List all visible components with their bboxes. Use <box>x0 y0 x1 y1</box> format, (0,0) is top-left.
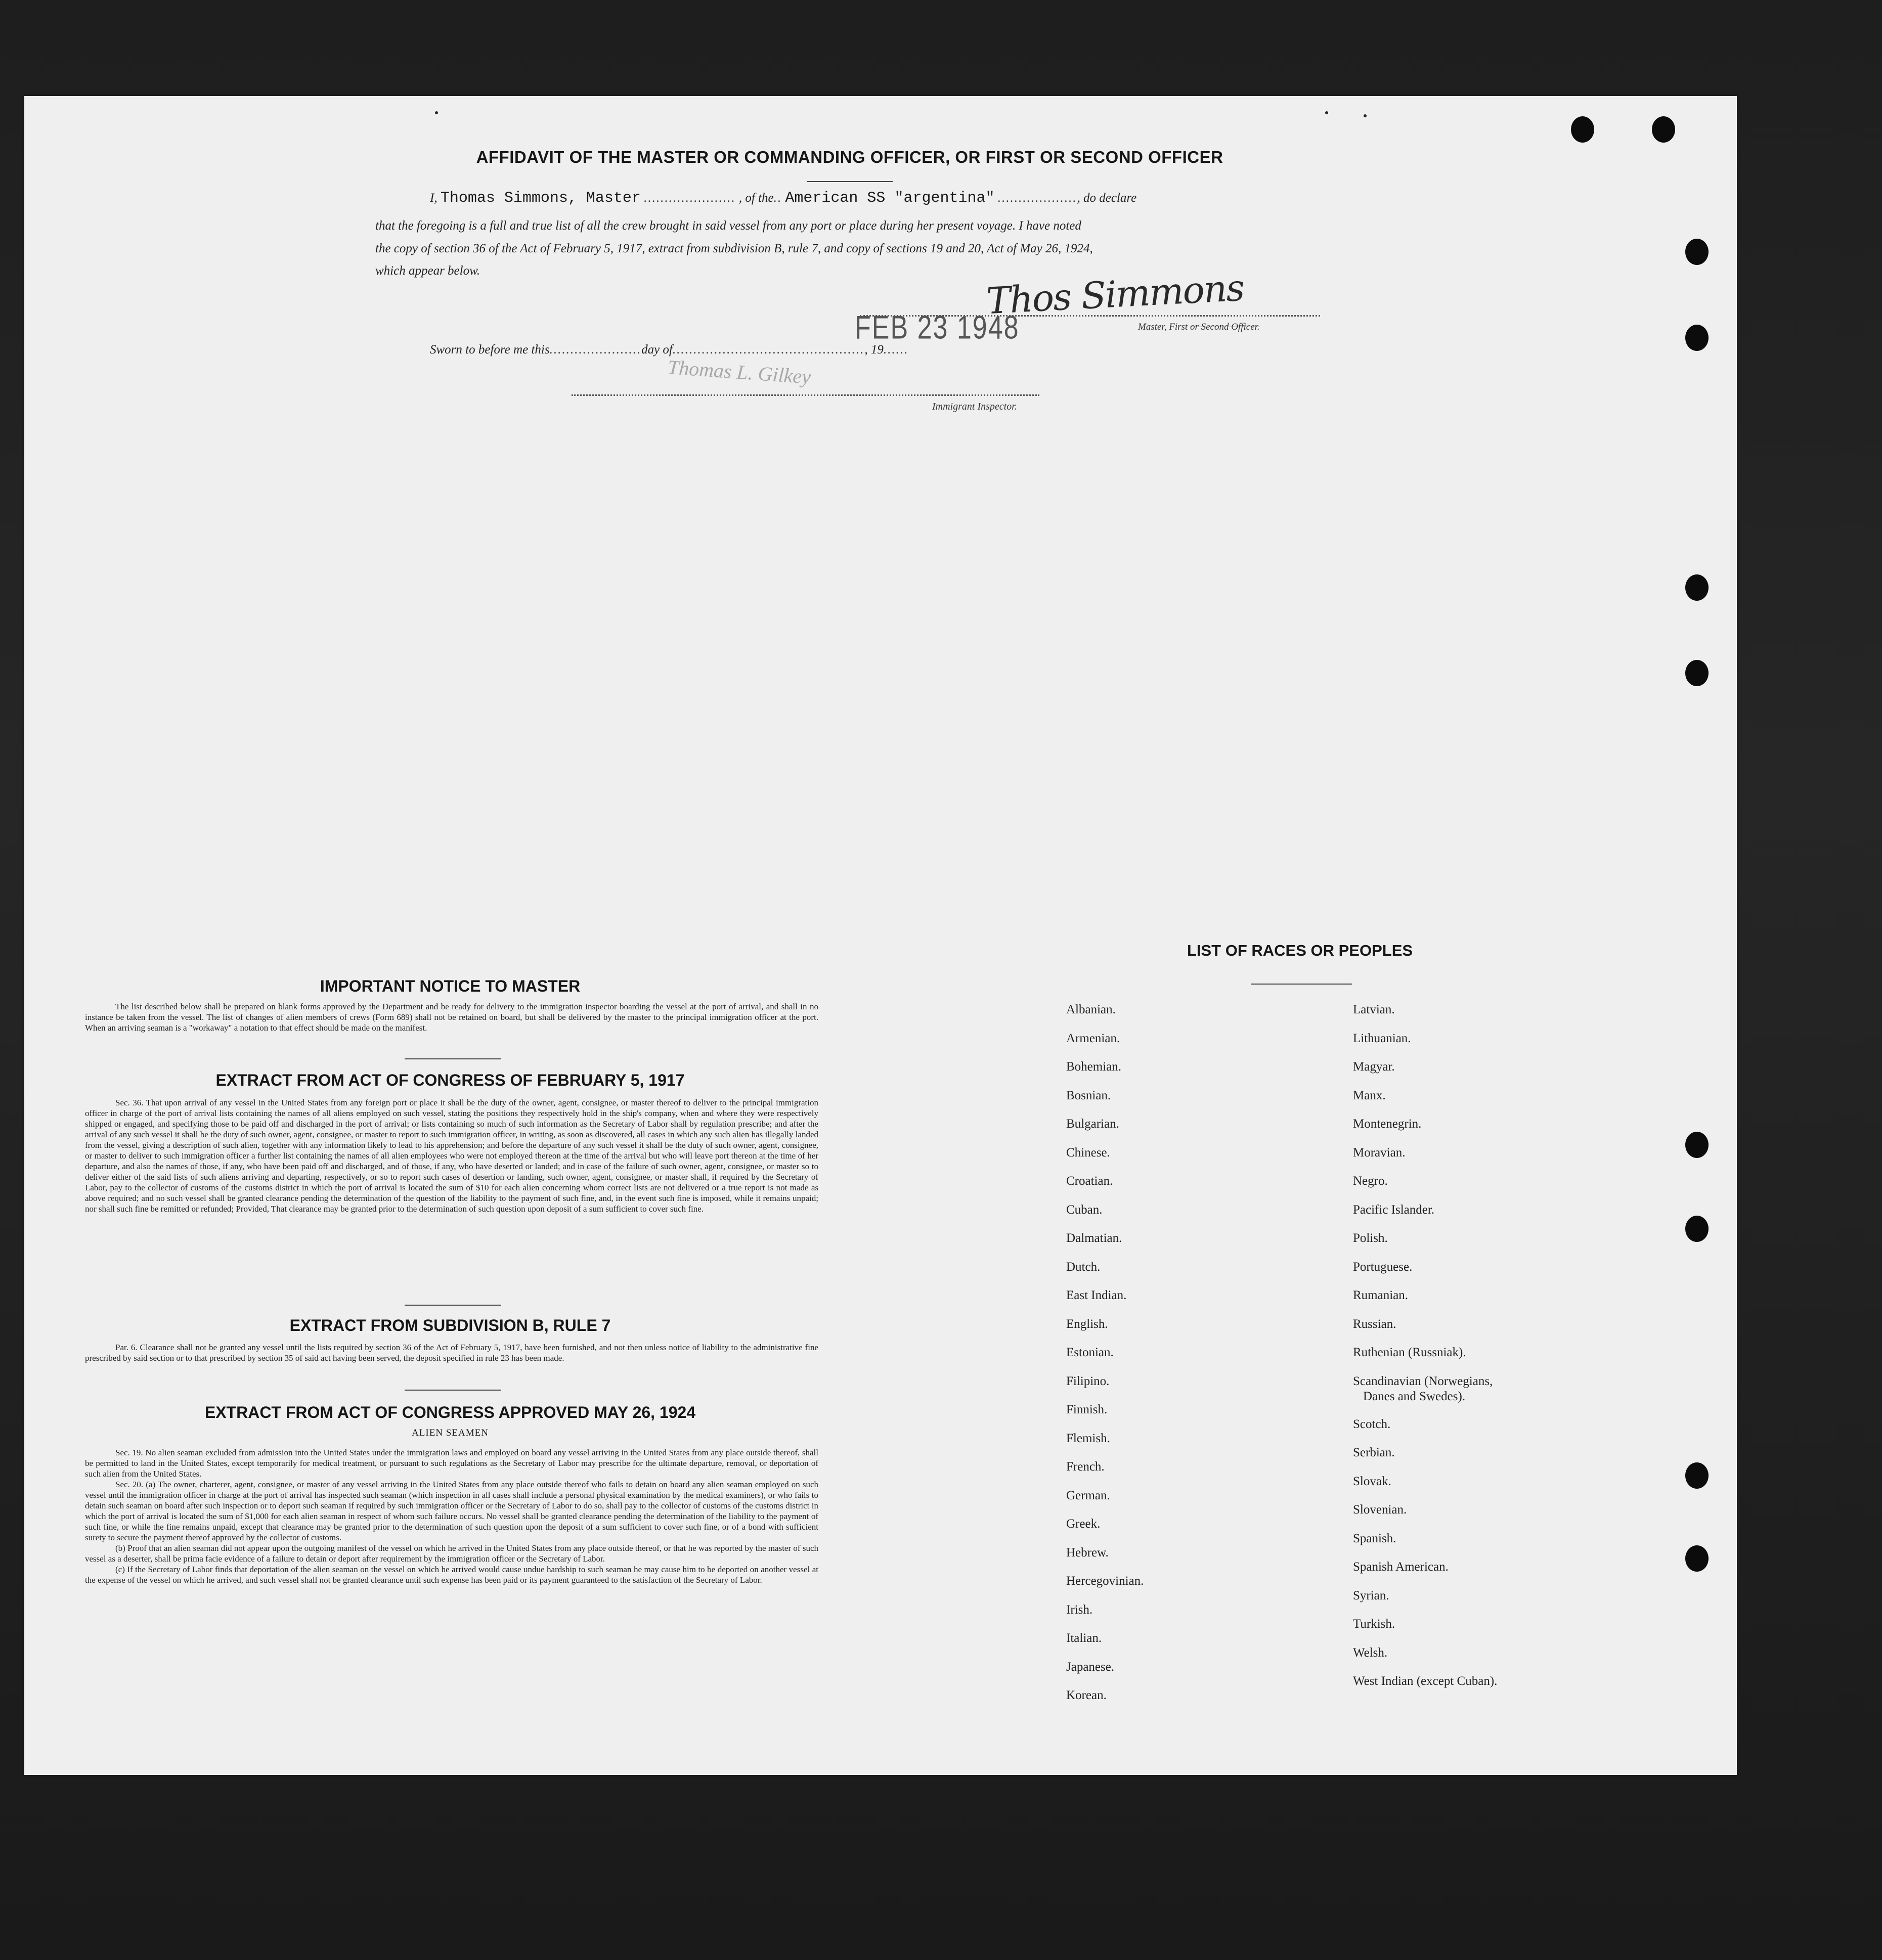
race-item: Bohemian. <box>1066 1060 1122 1074</box>
race-item: Armenian. <box>1066 1031 1120 1045</box>
sworn-line: Sworn to before me this......................day of.............................................., 19...... <box>430 343 909 357</box>
master-name: Thomas Simmons, Master <box>440 190 641 207</box>
race-item: Scotch. <box>1353 1417 1391 1431</box>
extract-1924-subtitle: ALIEN SEAMEN <box>412 1428 489 1438</box>
race-item: Rumanian. <box>1353 1288 1409 1302</box>
extract-rule7-title: EXTRACT FROM SUBDIVISION B, RULE 7 <box>289 1316 611 1334</box>
extract-1917-title: EXTRACT FROM ACT OF CONGRESS OF FEBRUARY 5, 1917 <box>215 1071 685 1089</box>
speck <box>435 111 438 114</box>
race-item: Spanish American. <box>1353 1560 1449 1574</box>
race-item: Finnish. <box>1066 1403 1108 1416</box>
race-item: Latvian. <box>1353 1003 1395 1016</box>
race-item: Portuguese. <box>1353 1260 1413 1274</box>
punch-hole <box>1685 239 1709 265</box>
punch-hole <box>1685 1216 1709 1242</box>
race-item: Albanian. <box>1066 1003 1116 1016</box>
affidavit-body-line-2: that the foregoing is a full and true list of all the crew brought in said vessel from any port or place during her present voyage. I have noted <box>375 219 1081 233</box>
date-stamp: FEB 23 1948 <box>855 309 1020 346</box>
race-item: Cuban. <box>1066 1202 1103 1217</box>
affidavit-prefix: I, <box>430 191 437 205</box>
race-item: West Indian (except Cuban). <box>1353 1674 1498 1688</box>
race-item: Greek. <box>1066 1517 1101 1531</box>
divider <box>1251 984 1352 985</box>
punch-hole <box>1652 116 1675 143</box>
signature-caption: Master, First or Second Officer. <box>1138 322 1260 332</box>
race-item: Scandinavian (Norwegians, Danes and Swedes). <box>1353 1374 1493 1403</box>
notice-title: IMPORTANT NOTICE TO MASTER <box>320 977 581 995</box>
sec-20a: Sec. 20. (a) The owner, charterer, agent, consignee, or master of any vessel arriving in the United States from any place outside thereof who fails to detain on board any alien seaman employed on such vessel until the immigration officer in charge at the port of arrival has inspected such seaman (which inspection in all cases shall include a personal physical examination by the medical examiners), or who fails to detain such seaman on board after such inspection or to deport such seaman if required by such immigration officer or the Secretary of Labor to do so, shall pay to the collector of customs of the customs district in which the port of arrival is located the sum of $1,000 for each alien seaman in respect of whom such failure occurs. No vessel shall be granted clearance pending the determination of the liability to the payment of such fine, or while the fine remains unpaid, except that clearance may be granted prior to the determination of such question upon the deposit of a sum sufficient to cover such fine, or of a bond with sufficient surety to secure the payment thereof approved by the collector of customs. <box>85 1480 818 1542</box>
race-item: Japanese. <box>1066 1660 1115 1674</box>
vessel-name: American SS "argentina" <box>785 190 995 207</box>
affidavit-body-line-4: which appear below. <box>375 264 480 278</box>
punch-hole <box>1685 574 1709 601</box>
sec-20b: (b) Proof that an alien seaman did not appear upon the outgoing manifest of the vessel on which he arrived in the United States from any place outside thereof, or that he was reported by the master of such vessel as a deserter, shall be prima facie evidence of a failure to detain or deport after requirement by the immigration officer or the Secretary of Labor. <box>85 1543 818 1564</box>
race-item: East Indian. <box>1066 1288 1127 1302</box>
day-of-text: day of <box>641 343 673 357</box>
race-item: Lithuanian. <box>1353 1031 1411 1045</box>
inspector-signature-line <box>572 394 1039 396</box>
race-item: Turkish. <box>1353 1617 1395 1631</box>
punch-hole <box>1685 660 1709 686</box>
race-item: Korean. <box>1066 1688 1107 1702</box>
notice-body: The list described below shall be prepared on blank forms approved by the Department and be ready for delivery to the immigration inspector boarding the vessel at the port of arrival, and shall in no instance be taken from the vessel. The list of changes of alien members of crews (Form 689) shall not be retained on board, but shall be delivered by the master to the principal immigration officer at the port. When an arriving seaman is a "workaway" a notation to that effect should be made on the manifest. <box>85 1002 818 1033</box>
speck <box>1364 114 1367 117</box>
punch-hole <box>1685 1462 1709 1489</box>
race-item: Ruthenian (Russniak). <box>1353 1346 1466 1359</box>
race-item: Flemish. <box>1066 1431 1110 1445</box>
punch-hole <box>1685 1132 1709 1158</box>
fill-dots: ...................... <box>644 191 736 205</box>
race-item: Hercegovinian. <box>1066 1574 1144 1588</box>
race-item: Dutch. <box>1066 1260 1101 1274</box>
race-item: Chinese. <box>1066 1145 1110 1160</box>
race-item: Dalmatian. <box>1066 1231 1122 1245</box>
races-right-column <box>1353 1002 1545 1703</box>
sec-19: Sec. 19. No alien seaman excluded from admission into the United States under the immigration laws and employed on board any vessel arriving in the United States from any place outside thereof, shall be permitted to land in the United States, except temporarily for medical treatment, or pursuant to such regulations as the Secretary of Labor may prescribe for the ultimate departure, removal, or deportation of such alien from the United States. <box>85 1448 818 1479</box>
do-declare-text: , do declare <box>1077 191 1137 205</box>
race-item: English. <box>1066 1317 1108 1331</box>
race-item: Croatian. <box>1066 1174 1113 1188</box>
race-item: Negro. <box>1353 1174 1388 1188</box>
race-item: Pacific Islander. <box>1353 1202 1435 1217</box>
race-item: Welsh. <box>1353 1645 1388 1660</box>
race-item: Russian. <box>1353 1317 1396 1331</box>
races-left-column <box>1066 1002 1144 1717</box>
race-item: Filipino. <box>1066 1374 1110 1388</box>
race-item: French. <box>1066 1460 1105 1474</box>
punch-hole <box>1685 325 1709 351</box>
race-item: Bulgarian. <box>1066 1117 1119 1131</box>
affidavit-line-1: I, Thomas Simmons, Master ...................... , of the.. American SS "argentina" ..................., do declare <box>430 190 1137 207</box>
races-title: LIST OF RACES OR PEOPLES <box>1187 942 1413 959</box>
punch-hole <box>1685 1545 1709 1572</box>
affidavit-title: AFFIDAVIT OF THE MASTER OR COMMANDING OFFICER, OR FIRST OR SECOND OFFICER <box>476 148 1223 166</box>
affidavit-body-line-3: the copy of section 36 of the Act of February 5, 1917, extract from subdivision B, rule 7, and copy of sections 19 and 20, Act of May 26, 1924, <box>375 242 1093 255</box>
race-item: Serbian. <box>1353 1446 1395 1459</box>
race-item: Bosnian. <box>1066 1088 1111 1102</box>
race-item: Manx. <box>1353 1088 1386 1102</box>
extract-1917-body: Sec. 36. That upon arrival of any vessel in the United States from any foreign port or place it shall be the duty of the owner, agent, consignee, or master thereof to deliver to the principal immigration officer in charge of the port of arrival lists containing the names of all aliens employed on such vessel, stating the positions they respectively hold in the ship's company, when and where they were respectively shipped or engaged, and specifying those to be paid off and discharged in the port of arrival; or lists containing so much of such information as the Secretary of Labor shall by regulation prescribe; and after the arrival of any such vessel it shall be the duty of such owner, agent, consignee, or master to report to such immigration officer, in writing, as soon as discovered, all cases in which any such alien has illegally landed from the vessel, giving a description of such alien, together with any information likely to lead to his apprehension; and before the departure of any such vessel it shall be the duty of such owner, agent, consignee, or master to deliver to such immigration officer a further list containing the names of all alien employees who were not employed thereon at the time of the arrival but who will leave port thereon at the time of her departure, and also the names of those, if any, who have been paid off and discharged, and of those, if any, who have deserted or landed; and in case of the failure of such owner, agent, consignee, or master so to deliver either of the said lists of such aliens arriving and departing, respectively, or so to report such cases of desertion or landing, such owner, agent, consignee, or master shall, if required by the Secretary of Labor, pay to the collector of customs of the customs district in which the port of arrival is located the sum of $10 for each alien concerning whom correct lists are not delivered or a true report is not made as above required; and no such vessel shall be granted clearance pending the determination of the question of the liability to the payment of such fine, and, in the event such fine is imposed, while it remains unpaid; nor shall such fine be remitted or refunded; Provided, That clearance may be granted prior to the determination of such question upon deposit of a sum sufficient to cover such fine. <box>85 1098 818 1214</box>
race-item: Moravian. <box>1353 1145 1406 1160</box>
divider <box>405 1058 501 1059</box>
race-item: Spanish. <box>1353 1531 1396 1545</box>
race-item: Italian. <box>1066 1631 1102 1645</box>
extract-rule7-body: Par. 6. Clearance shall not be granted any vessel until the lists required by section 36 of the Act of February 5, 1917, have been furnished, and not then unless notice of liability to the administrative fine prescribed by said section or to that prescribed by section 35 of said act having been served, the deposit specified in rule 23 has been made. <box>85 1343 818 1363</box>
sec-20c: (c) If the Secretary of Labor finds that deportation of the alien seaman on the vessel on which he arrived would cause undue hardship to such seaman he may cause him to be deported on another vessel at the expense of the vessel on which he arrived, and such vessel shall not be granted clearance until such expense has been paid or its payment guaranteed to the satisfaction of the Secretary of Labor. <box>85 1565 818 1585</box>
race-item: Slovak. <box>1353 1474 1391 1488</box>
master-signature: Thos Simmons <box>985 266 1245 323</box>
inspector-signature: Thomas L. Gilkey <box>667 355 812 388</box>
sworn-prefix: Sworn to before me this <box>430 343 550 357</box>
race-item: Syrian. <box>1353 1588 1389 1602</box>
extract-1924-body <box>85 1447 818 1585</box>
race-item: German. <box>1066 1488 1110 1502</box>
divider <box>405 1390 501 1391</box>
of-the-text: of the <box>745 191 774 205</box>
race-item: Hebrew. <box>1066 1545 1109 1560</box>
divider <box>405 1305 501 1306</box>
race-item: Irish. <box>1066 1602 1093 1617</box>
extract-1924-title: EXTRACT FROM ACT OF CONGRESS APPROVED MAY 26, 1924 <box>204 1403 696 1421</box>
divider <box>807 181 893 182</box>
fill-dots: ................... <box>997 191 1077 205</box>
speck <box>1325 111 1328 114</box>
race-item: Polish. <box>1353 1231 1388 1245</box>
race-item: Magyar. <box>1353 1060 1395 1074</box>
year-prefix: 19 <box>870 343 884 357</box>
race-item: Slovenian. <box>1353 1503 1407 1517</box>
punch-hole <box>1571 116 1594 143</box>
inspector-caption: Immigrant Inspector. <box>932 401 1017 412</box>
race-item: Montenegrin. <box>1353 1117 1422 1131</box>
race-item: Estonian. <box>1066 1346 1114 1359</box>
